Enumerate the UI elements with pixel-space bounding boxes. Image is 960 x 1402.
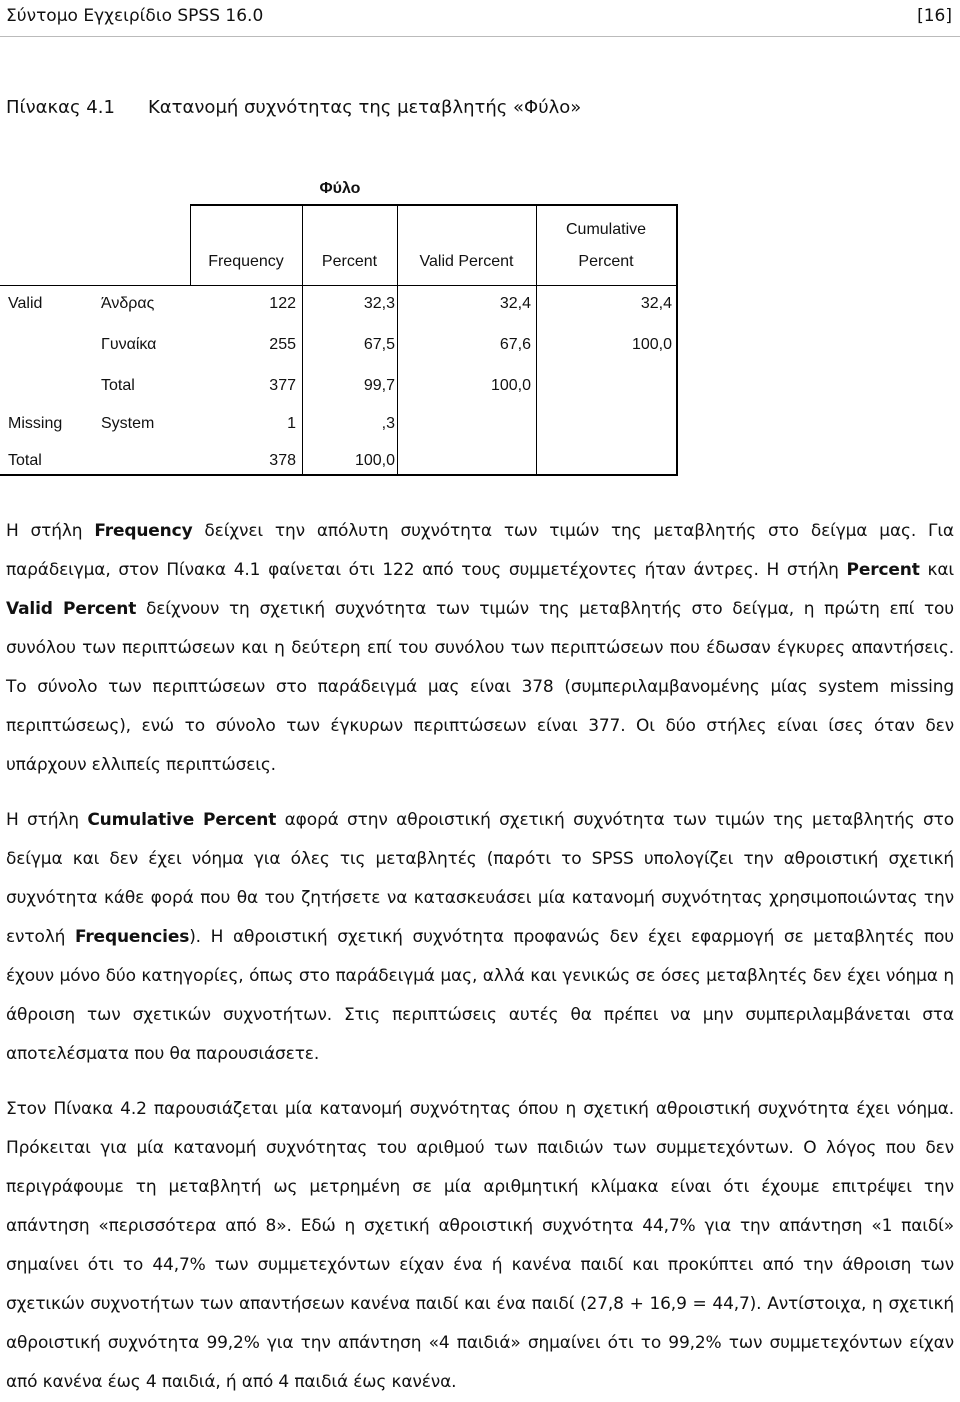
cell-percent: 99,7 — [363, 377, 395, 394]
term-frequencies: Frequencies — [74, 927, 190, 947]
cell-frequency: 378 — [269, 452, 296, 469]
term-frequency: Frequency — [94, 521, 193, 541]
table-caption-title: Κατανομή συχνότητας της μεταβλητής «Φύλο» — [148, 97, 582, 118]
paragraph-1 — [6, 512, 954, 785]
term-percent: Percent — [846, 560, 920, 580]
cell-cumulative-percent: 100,0 — [631, 336, 672, 353]
table-top-border — [190, 204, 678, 206]
text-run: ). Η αθροιστική σχετική συχνότητα προφανώς δεν έχει εφαρμογή σε μεταβλητές που έχουν μόνο δύο κατηγορίες, όπως στο παράδειγμά μας, αλλά και γενικώς σε όσες μεταβλητές δεν έχει νόημα η άθροιση των σχετικών συχνοτήτων. Στις περιπτώσεις αυτές θα πρέπει να μην συμπεριλαμβάνεται στα αποτελέσματα που θα παρουσιάσετε. — [6, 927, 954, 1064]
col-header-cumulative: Cumulative — [565, 221, 647, 238]
cell-percent: 100,0 — [354, 452, 395, 469]
col-header-frequency: Frequency — [208, 253, 284, 270]
paragraph-3 — [6, 1090, 954, 1402]
table-right-border — [676, 204, 678, 476]
cell-percent: 67,5 — [363, 336, 395, 353]
header-divider-1 — [190, 204, 191, 286]
row-label: System — [101, 415, 155, 432]
text-run: δείχνει την απόλυτη συχνότητα των τιμών της μεταβλητής στο δείγμα μας. Για παράδειγμα, στον Πίνακα 4.1 φαίνεται ότι 122 από τους συμμετέχοντες ήταν άντρες. Η στήλη — [6, 521, 954, 580]
table-bottom-border — [0, 474, 678, 476]
text-run: Στον Πίνακα 4.2 παρουσιάζεται μία κατανομή συχνότητας όπου η σχετική αθροιστική συχνότητα έχει νόημα. Πρόκειται για μία κατανομή συχνότητας του αριθμού των παιδιών των συμμετεχόντων. Ο λόγος που δεν περιγράφουμε τη μεταβλητή ως μετρημένη σε μία αριθμητική κλίμακα είναι ότι έχουμε επιτρέψει την απάντηση «περισσότερα από 8». Εδώ η σχετική αθροιστική συχνότητα 44,7% για την απάντηση «1 παιδί» σημαίνει ότι το 44,7% των συμμετεχόντων είχαν ένα ή κανένα παιδί και προκύπτει από την άθροιση των σχετικών συχνοτήτων των απαντήσεων κανένα παιδί και ένα παιδί (27,8 + 16,9 = 44,7). Αντίστοιχα, η σχετική αθροιστική συχνότητα 99,2% για την απάντηση «4 παιδιά» σημαίνει ότι το 99,2% των συμμετεχόντων είχαν από κανένα έως 4 παιδιά, ή από 4 παιδιά έως κανένα. — [6, 1099, 954, 1392]
col-header-percent: Percent — [321, 253, 378, 270]
row-label: Total — [101, 377, 135, 394]
cell-cumulative-percent: 32,4 — [640, 295, 672, 312]
cell-frequency: 122 — [269, 295, 296, 312]
text-run: Η στήλη — [6, 810, 88, 830]
paragraph-2 — [6, 801, 954, 1074]
table-title: Φύλο — [319, 180, 361, 197]
cell-valid-percent: 67,6 — [499, 336, 531, 353]
header-divider — [0, 36, 960, 37]
cell-frequency: 377 — [269, 377, 296, 394]
cell-percent: ,3 — [381, 415, 395, 432]
text-run: αφορά στην αθροιστική σχετική συχνότητα των τιμών της μεταβλητής στο δείγμα και δεν έχει νόημα για όλες τις μεταβλητές (παρότι το SPSS υπολογίζει την αθροιστική σχετική συχνότητα κάθε φορά που θα του ζητήσετε να κατασκευάσει μία κατανομή συχνότητας χρησιμοποιώντας την εντολή — [6, 810, 954, 947]
row-group-label: Total — [8, 452, 42, 469]
table-caption — [6, 97, 582, 118]
page-header — [6, 6, 952, 30]
col-header-cumulative-percent: Percent — [578, 253, 634, 270]
row-group-label: Missing — [8, 415, 63, 432]
text-run: Η στήλη — [6, 521, 95, 541]
document-title: Σύντομο Εγχειρίδιο SPSS 16.0 — [6, 6, 264, 26]
cell-percent: 32,3 — [363, 295, 395, 312]
cell-valid-percent: 32,4 — [499, 295, 531, 312]
header-bottom-rule — [0, 285, 678, 286]
text-run: και — [919, 560, 954, 580]
row-group-label: Valid — [8, 295, 43, 312]
cell-valid-percent: 100,0 — [490, 377, 531, 394]
cell-frequency: 1 — [287, 415, 296, 432]
term-cumulative-percent: Cumulative Percent — [87, 810, 277, 830]
term-valid-percent: Valid Percent — [6, 599, 137, 619]
table-caption-label: Πίνακας 4.1 — [6, 97, 115, 118]
row-label: Γυναίκα — [101, 336, 157, 353]
col-header-valid-percent: Valid Percent — [419, 253, 514, 270]
page-number: [16] — [917, 6, 952, 26]
text-run: δείχνουν τη σχετική συχνότητα των τιμών της μεταβλητής στο δείγμα, η πρώτη επί του συνόλου των περιπτώσεων και η δεύτερη επί του συνόλου των περιπτώσεων που έδωσαν έγκυρες απαντήσεις. Το σύνολο των περιπτώσεων στο παράδειγμά μας είναι 378 (συμπεριλαμβανομένης μίας system missing περιπτώσεως), ενώ το σύνολο των έγκυρων περιπτώσεων είναι 377. Οι δύο στήλες είναι ίσες όταν δεν υπάρχουν ελλιπείς περιπτώσεις. — [6, 599, 954, 775]
row-label: Άνδρας — [101, 295, 155, 312]
cell-frequency: 255 — [269, 336, 296, 353]
